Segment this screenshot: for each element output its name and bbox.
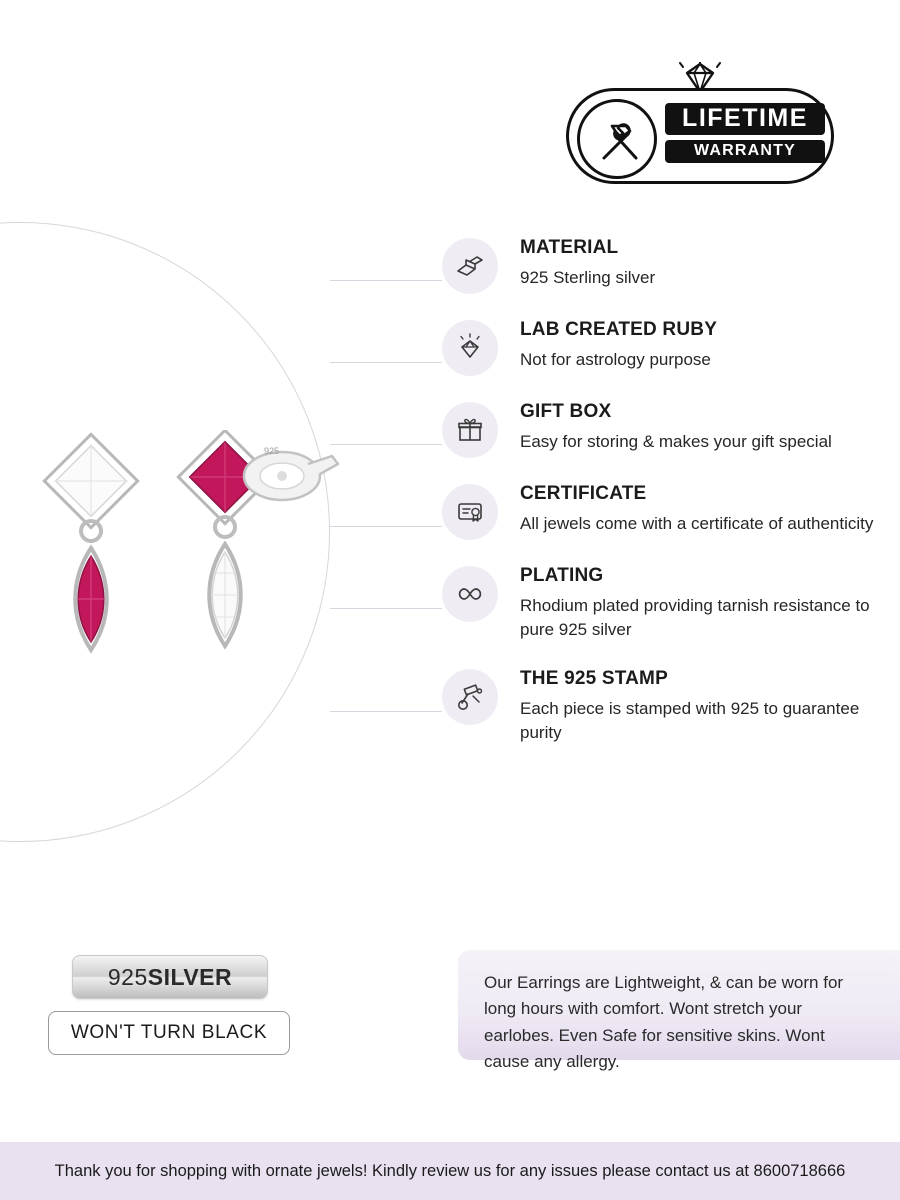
feature-text [520,474,873,536]
feature-desc: Each piece is stamped with 925 to guarantee purity [520,698,860,743]
feature-text [520,228,655,290]
feature-desc: 925 Sterling silver [520,267,656,287]
feature-lab-created-ruby [330,310,890,376]
feature-text [520,659,890,746]
feature-desc: All jewels come with a certificate of authenticity [520,513,874,533]
stamp-icon [442,669,498,725]
silver-badge-word: SILVER [147,963,233,990]
925-silver-badge [72,955,268,999]
feature-certificate [330,474,890,540]
comfort-note-box [458,950,900,1072]
connector-line [330,711,442,712]
connector-line [330,608,442,609]
warranty-pill [566,88,834,184]
footer-text: Thank you for shopping with ornate jewels! Kindly review us for any issues please contact us at 8600718666 [54,1161,846,1180]
warranty-text [665,103,825,163]
feature-title: MATERIAL [520,237,619,258]
connector-line [330,362,442,363]
feature-gift-box [330,392,890,458]
gemstone-icon [442,320,498,376]
warranty-line2: WARRANTY [665,140,825,163]
warranty-line1: LIFETIME [665,103,825,135]
feature-title: PLATING [520,565,604,586]
wont-turn-black-label: WON'T TURN BLACK [70,1022,268,1043]
gift-box-icon [442,402,498,458]
feature-text [520,310,717,372]
feature-material [330,228,890,294]
wrench-hammer-icon [596,118,644,166]
feature-desc: Not for astrology purpose [520,349,711,369]
lifetime-warranty-badge [566,62,834,184]
connector-line [330,280,442,281]
feature-title: GIFT BOX [520,401,612,422]
infinity-icon [442,566,498,622]
feature-desc: Easy for storing & makes your gift special [520,431,832,451]
connector-line [330,444,442,445]
feature-title: CERTIFICATE [520,483,647,504]
feature-plating [330,556,890,643]
comfort-note-text: Our Earrings are Lightweight, & can be worn for long hours with comfort. Wont stretch your earlobes. Even Safe for sensitive skins. Wont cause any allergy. [484,973,844,1072]
feature-925-stamp [330,659,890,746]
feature-title: LAB CREATED RUBY [520,319,718,340]
feature-desc: Rhodium plated providing tarnish resistance to pure 925 silver [520,595,870,640]
warranty-seal-circle [577,99,657,179]
silver-badge-number: 925 [107,963,148,990]
feature-text [520,556,890,643]
feature-text [520,392,832,454]
feature-list [330,228,890,762]
certificate-icon [442,484,498,540]
silver-bars-icon [442,238,498,294]
wont-turn-black-badge [48,1011,290,1055]
connector-line [330,526,442,527]
product-earrings-illustration [20,430,340,700]
svg-text:925: 925 [264,446,280,456]
footer-bar [0,1142,900,1200]
feature-title: THE 925 STAMP [520,668,668,690]
